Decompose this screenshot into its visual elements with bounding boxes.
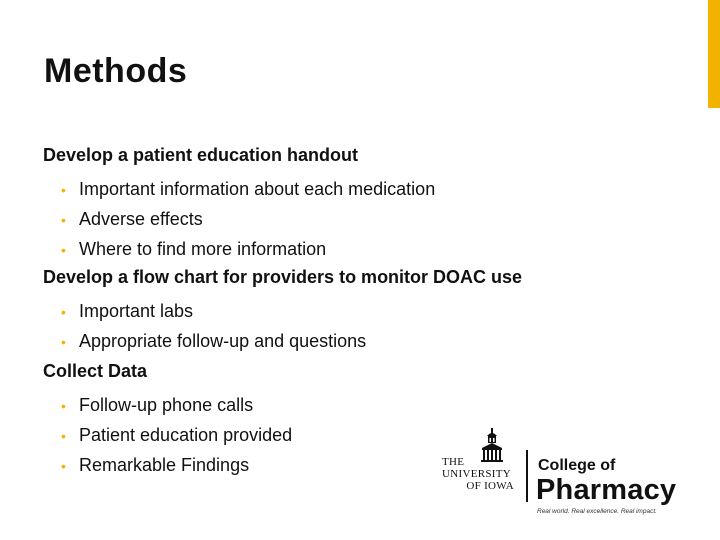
section-heading: Develop a flow chart for providers to monitor DOAC use [43, 267, 523, 287]
bullet-item [61, 297, 663, 327]
section-patient-education [43, 143, 663, 265]
bullet-item [61, 235, 663, 265]
bullet-list [43, 297, 663, 357]
logo-college-text: College of [538, 457, 616, 474]
bullet-text: Adverse effects [79, 209, 203, 229]
wordmark-line: OF IOWA [466, 480, 514, 492]
bullet-item [61, 175, 663, 205]
slide-title: Methods [44, 52, 188, 90]
bullet-text: Where to find more information [79, 239, 327, 259]
logo-divider [526, 450, 528, 502]
section-heading: Collect Data [43, 361, 148, 381]
section-flow-chart [43, 265, 663, 357]
bullet-text: Important labs [79, 301, 194, 321]
bullet-text: Important information about each medication [79, 179, 436, 199]
college-of-pharmacy-logo [442, 428, 677, 518]
bullet-icon: • [61, 242, 66, 258]
bullet-text: Remarkable Findings [79, 455, 250, 475]
bullet-icon: • [61, 334, 66, 350]
bullet-list [43, 175, 663, 265]
bullet-item [61, 327, 663, 357]
logo-tagline: Real world. Real excellence. Real impact. [537, 508, 657, 515]
wordmark-line: THE [442, 456, 465, 468]
bullet-text: Patient education provided [79, 425, 293, 445]
bullet-item [61, 205, 663, 235]
bullet-icon: • [61, 304, 66, 320]
bullet-icon: • [61, 212, 66, 228]
bullet-icon: • [61, 428, 66, 444]
bullet-icon: • [61, 398, 66, 414]
wordmark-line: UNIVERSITY [442, 468, 511, 480]
logo-pharmacy-text: Pharmacy [536, 474, 677, 506]
section-heading: Develop a patient education handout [43, 145, 359, 165]
university-wordmark [442, 456, 514, 492]
bullet-text: Follow-up phone calls [79, 395, 254, 415]
bullet-icon: • [61, 182, 66, 198]
bullet-icon: • [61, 458, 66, 474]
bullet-item [61, 391, 663, 421]
bullet-text: Appropriate follow-up and questions [79, 331, 367, 351]
accent-bar [708, 0, 720, 108]
